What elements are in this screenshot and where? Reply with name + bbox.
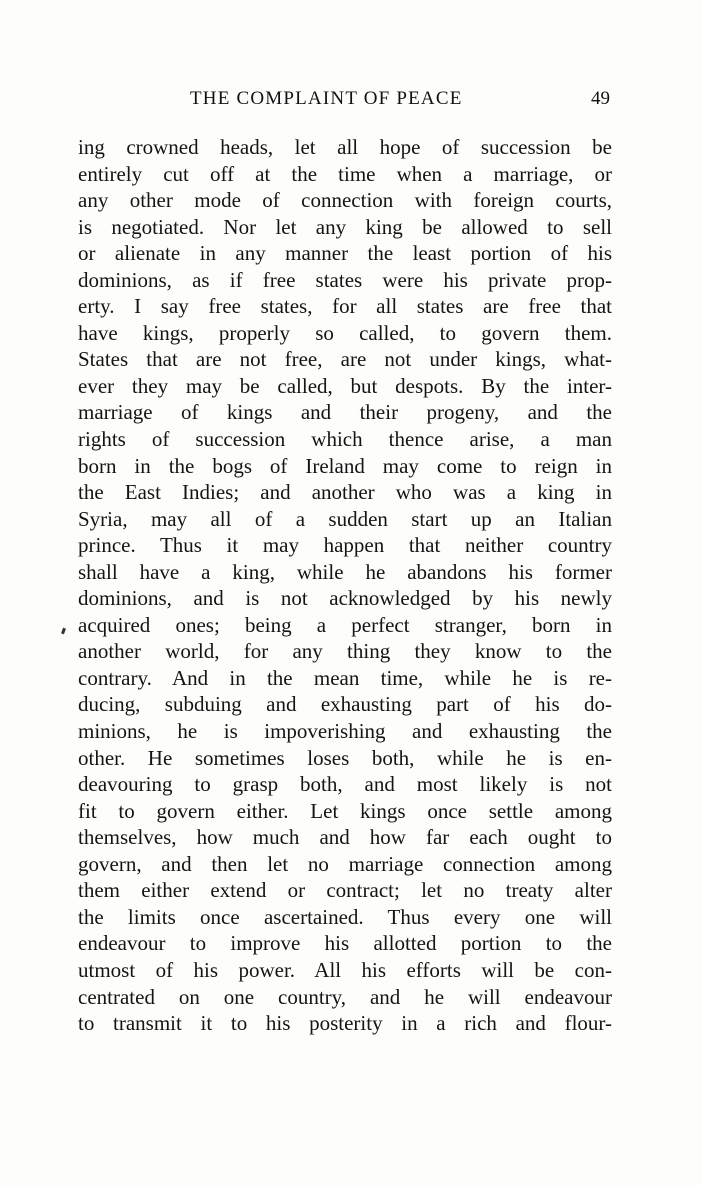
text-line: themselves, how much and how far each ought to [78, 825, 612, 850]
text-line: entirely cut off at the time when a marriage, or [78, 161, 612, 186]
text-line: centrated on one country, and he will endeavour [78, 984, 612, 1009]
text-line: States that are not free, are not under kings, what- [78, 347, 612, 372]
text-line: minions, he is impoverishing and exhausting the [78, 719, 612, 744]
text-line: erty. I say free states, for all states are free that [78, 294, 612, 319]
text-line: Syria, may all of a sudden start up an Italian [78, 506, 612, 531]
text-line: fit to govern either. Let kings once settle among [78, 798, 612, 823]
running-title: THE COMPLAINT OF PEACE [190, 88, 463, 109]
text-line: contrary. And in the mean time, while he is re- [78, 665, 612, 690]
text-line: have kings, properly so called, to govern them. [78, 320, 612, 345]
text-line: utmost of his power. All his efforts will be con- [78, 957, 612, 982]
text-line: any other mode of connection with foreign courts, [78, 188, 612, 213]
text-line: another world, for any thing they know to the [78, 639, 612, 664]
text-line: other. He sometimes loses both, while he is en- [78, 745, 612, 770]
body-text [78, 134, 612, 1037]
text-line: deavouring to grasp both, and most likely is not [78, 772, 612, 797]
text-line: or alienate in any manner the least portion of his [78, 241, 612, 266]
margin-mark [61, 628, 66, 635]
text-line: shall have a king, while he abandons his former [78, 559, 612, 584]
text-line: dominions, and is not acknowledged by his newly [78, 586, 612, 611]
text-line: ducing, subduing and exhausting part of his do- [78, 692, 612, 717]
text-line: ing crowned heads, let all hope of succession be [78, 135, 612, 159]
text-line: born in the bogs of Ireland may come to reign in [78, 453, 612, 478]
text-line: to transmit it to his posterity in a rich and flour- [78, 1011, 612, 1036]
text-line: rights of succession which thence arise, a man [78, 427, 612, 452]
text-line: govern, and then let no marriage connection among [78, 851, 612, 876]
text-line: the limits once ascertained. Thus every one will [78, 904, 612, 929]
running-head [0, 88, 702, 114]
text-line: ever they may be called, but despots. By the inter- [78, 373, 612, 398]
page-number: 49 [591, 88, 610, 109]
text-line: prince. Thus it may happen that neither country [78, 533, 612, 558]
text-line: the East Indies; and another who was a king in [78, 480, 612, 505]
text-line: marriage of kings and their progeny, and the [78, 400, 612, 425]
text-line: them either extend or contract; let no treaty alter [78, 878, 612, 903]
text-line: dominions, as if free states were his private prop- [78, 267, 612, 292]
text-line: acquired ones; being a perfect stranger, born in [78, 612, 612, 637]
text-line: endeavour to improve his allotted portion to the [78, 931, 612, 956]
text-line: is negotiated. Nor let any king be allowed to sell [78, 214, 612, 239]
